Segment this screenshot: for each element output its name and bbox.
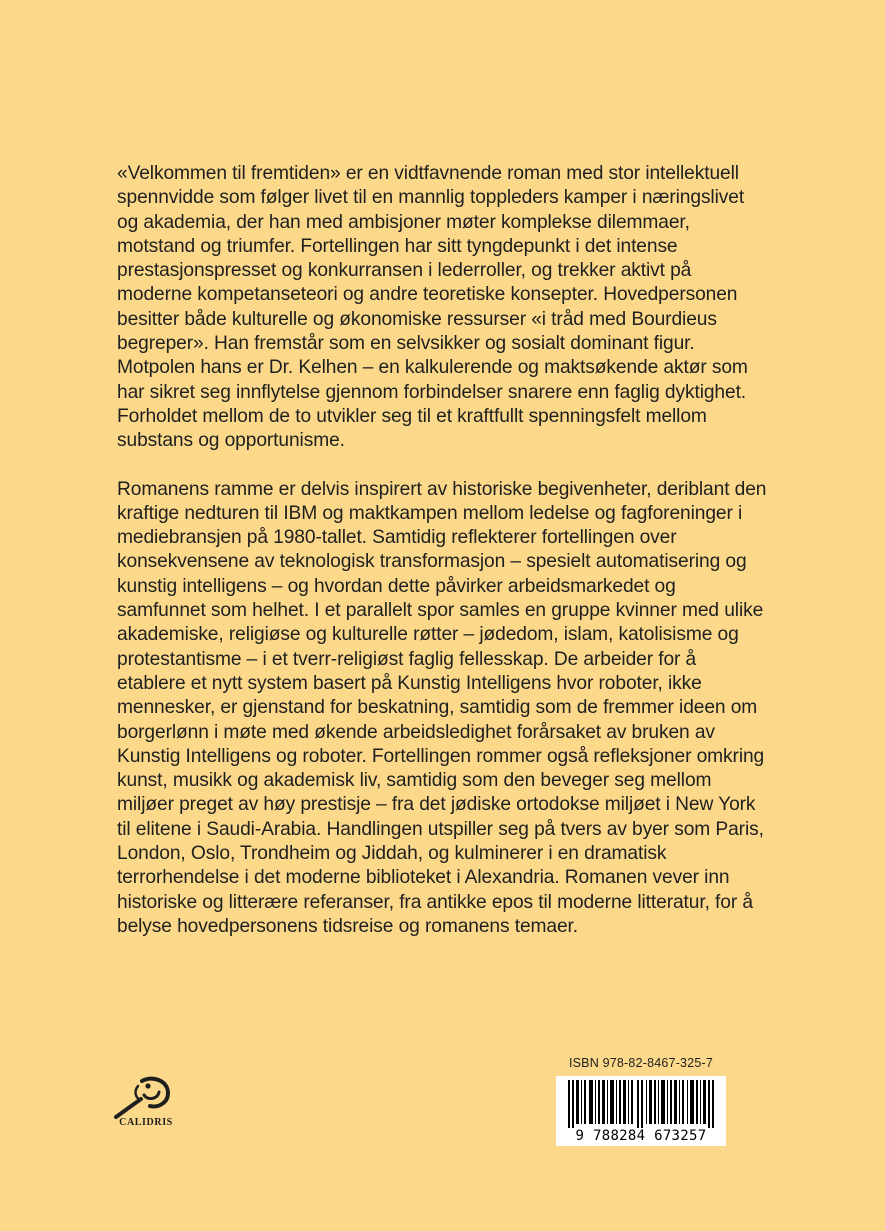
calidris-bird-logo-icon <box>108 1073 178 1121</box>
isbn-label: ISBN 978-82-8467-325-7 <box>568 1056 714 1070</box>
blurb-paragraph-2: Romanens ramme er delvis inspirert av historiske begivenheter, deriblant den kraftige nedturen til IBM og maktkampen mellom ledelse og fagforeninger i mediebransjen på 1980-tallet. Samtidig reflekterer fortellingen over konsekvensene av teknologisk transformasjon – spesielt automatisering og kunstig intelligens – og hvordan dette påvirker arbeidsmarkedet og samfunnet som helhet. I et parallelt spor samles en gruppe kvinner med ulike akademiske, religiøse og kulturelle røtter – jødedom, islam, katolisisme og protestantisme – i et tverr-religiøst faglig fellesskap. De arbeider for å etablere et nytt system basert på Kunstig Intelligens hvor roboter, ikke mennesker, er gjenstand for beskatning, samtidig som de fremmer ideen om borgerlønn i møte med økende arbeidsledighet forårsaket av bruken av Kunstig Intelligens og roboter. Fortellingen rommer også refleksjoner omkring kunst, musikk og akademisk liv, samtidig som den beveger seg mellom miljøer preget av høy prestisje – fra det jødiske ortodokse miljøet i New York til elitene i Saudi-Arabia. Handlingen utspiller seg på tvers av byer som Paris, London, Oslo, Trondheim og Jiddah, og kulminerer i en dramatisk terrorhendelse i det moderne biblioteket i Alexandria. Romanen vever inn historiske og litterære referanser, fra antikke epos til moderne litteratur, for å belyse hovedpersonens tidsreise og romanens temaer. <box>117 478 767 937</box>
isbn-barcode-area <box>556 1056 726 1146</box>
barcode-icon <box>556 1076 726 1128</box>
barcode <box>556 1076 726 1146</box>
blurb-paragraph-1: «Velkommen til fremtiden» er en vidtfavnende roman med stor intellektuell spennvidde som følger livet til en mannlig toppleders kamper i næringslivet og akademia, der han med ambisjoner møter komplekse dilemmaer, motstand og triumfer. Fortellingen har sitt tyngdepunkt i det intense prestasjonspresset og konkurransen i lederroller, og trekker aktivt på moderne kompetanseteori og andre teoretiske konsepter. Hovedpersonen besitter både kulturelle og økonomiske ressurser «i tråd med Bourdieus begreper». Han fremstår som en selvsikker og sosialt dominant figur. Motpolen hans er Dr. Kelhen – en kalkulerende og maktsøkende aktør som har sikret seg innflytelse gjennom forbindelser snarere enn faglig dyktighet. Forholdet mellom de to utvikler seg til et kraftfullt spenningsfelt mellom substans og opportunisme. <box>117 163 748 452</box>
publisher-logo <box>108 1073 178 1133</box>
barcode-digits: 9 788284 673257 <box>575 1128 707 1144</box>
back-cover-blurb <box>117 162 767 939</box>
publisher-name: CALIDRIS <box>119 1117 173 1128</box>
